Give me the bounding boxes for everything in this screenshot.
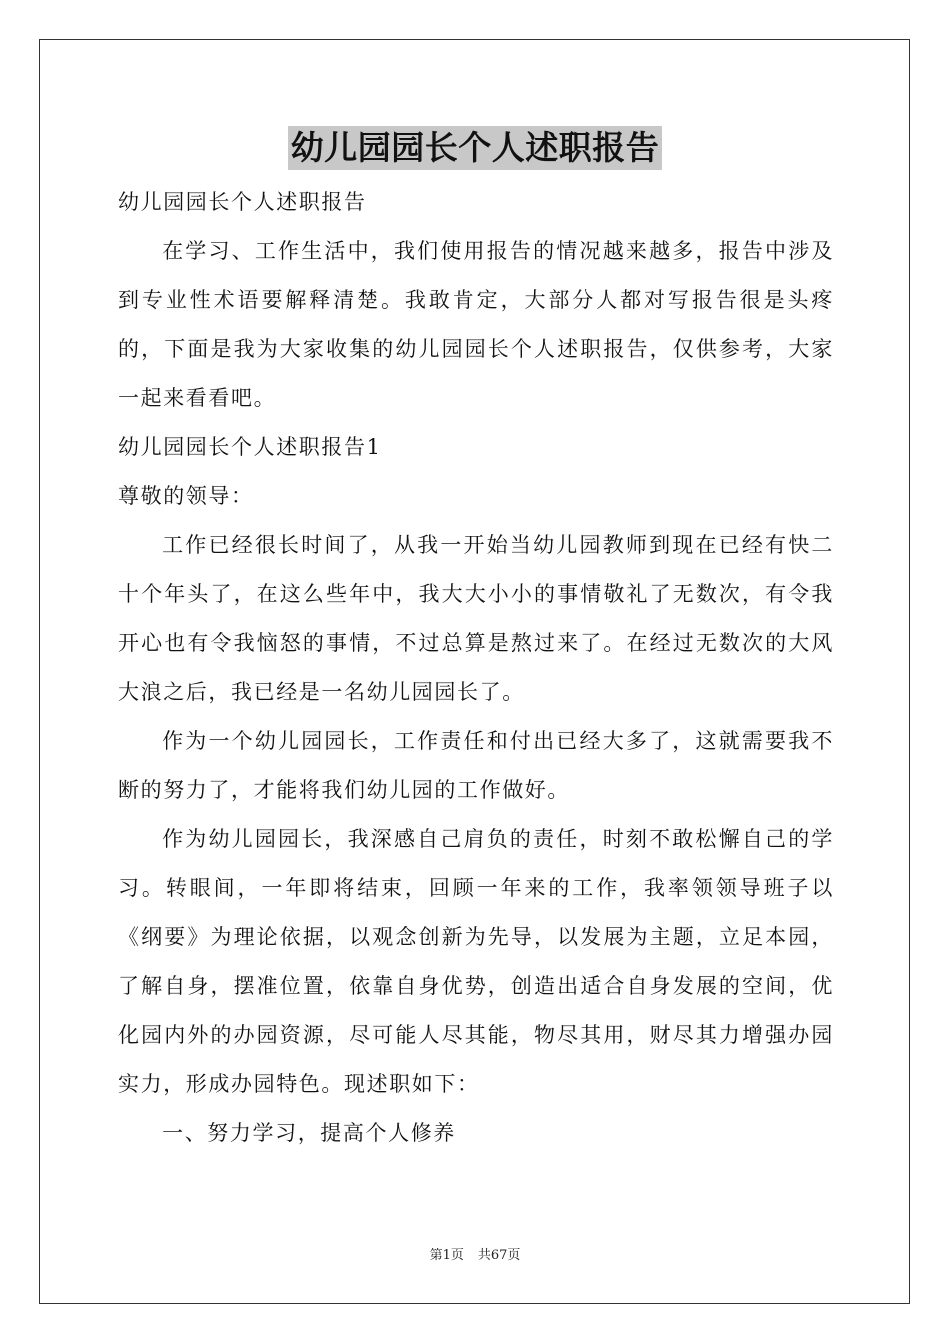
subtitle-paragraph: 幼儿园园长个人述职报告 — [118, 190, 367, 214]
page-number: 第1页 — [429, 1248, 464, 1263]
subsection-heading: 一、努力学习，提高个人修养 — [162, 1121, 456, 1145]
salutation: 尊敬的领导： — [118, 484, 254, 508]
body-paragraph: 作为幼儿园园长，我深感自己肩负的责任，时刻不敢松懈自己的学习。转眼间，一年即将结束，回顾一年来的工作，我率领领导班子以《纲要》为理论依据，以观念创新为先导，以发展为主题，立足本园，了解自身，摆准位置，依靠自身优势，创造出适合自身发展的空间，优化园内外的办园资源，尽可能人尽其能，物尽其用，财尽其力增强办园实力，形成办园特色。现述职如下： — [118, 827, 834, 1096]
document-body — [118, 178, 834, 1158]
body-paragraph: 作为一个幼儿园园长，工作责任和付出已经大多了，这就需要我不断的努力了，才能将我们幼儿园的工作做好。 — [118, 729, 834, 802]
section-heading: 幼儿园园长个人述职报告1 — [118, 435, 382, 459]
title-container — [0, 126, 950, 170]
page-total: 共67页 — [477, 1248, 521, 1263]
intro-paragraph: 在学习、工作生活中，我们使用报告的情况越来越多，报告中涉及到专业性术语要解释清楚。我敢肯定，大部分人都对写报告很是头疼的，下面是我为大家收集的幼儿园园长个人述职报告，仅供参考，大家一起来看看吧。 — [118, 239, 834, 410]
page-footer — [0, 1246, 950, 1266]
body-paragraph: 工作已经很长时间了，从我一开始当幼儿园教师到现在已经有快二十个年头了，在这么些年中，我大大小小的事情敬礼了无数次，有令我开心也有令我恼怒的事情，不过总算是熬过来了。在经过无数次的大风大浪之后，我已经是一名幼儿园园长了。 — [118, 533, 834, 704]
document-title: 幼儿园园长个人述职报告 — [288, 126, 663, 170]
